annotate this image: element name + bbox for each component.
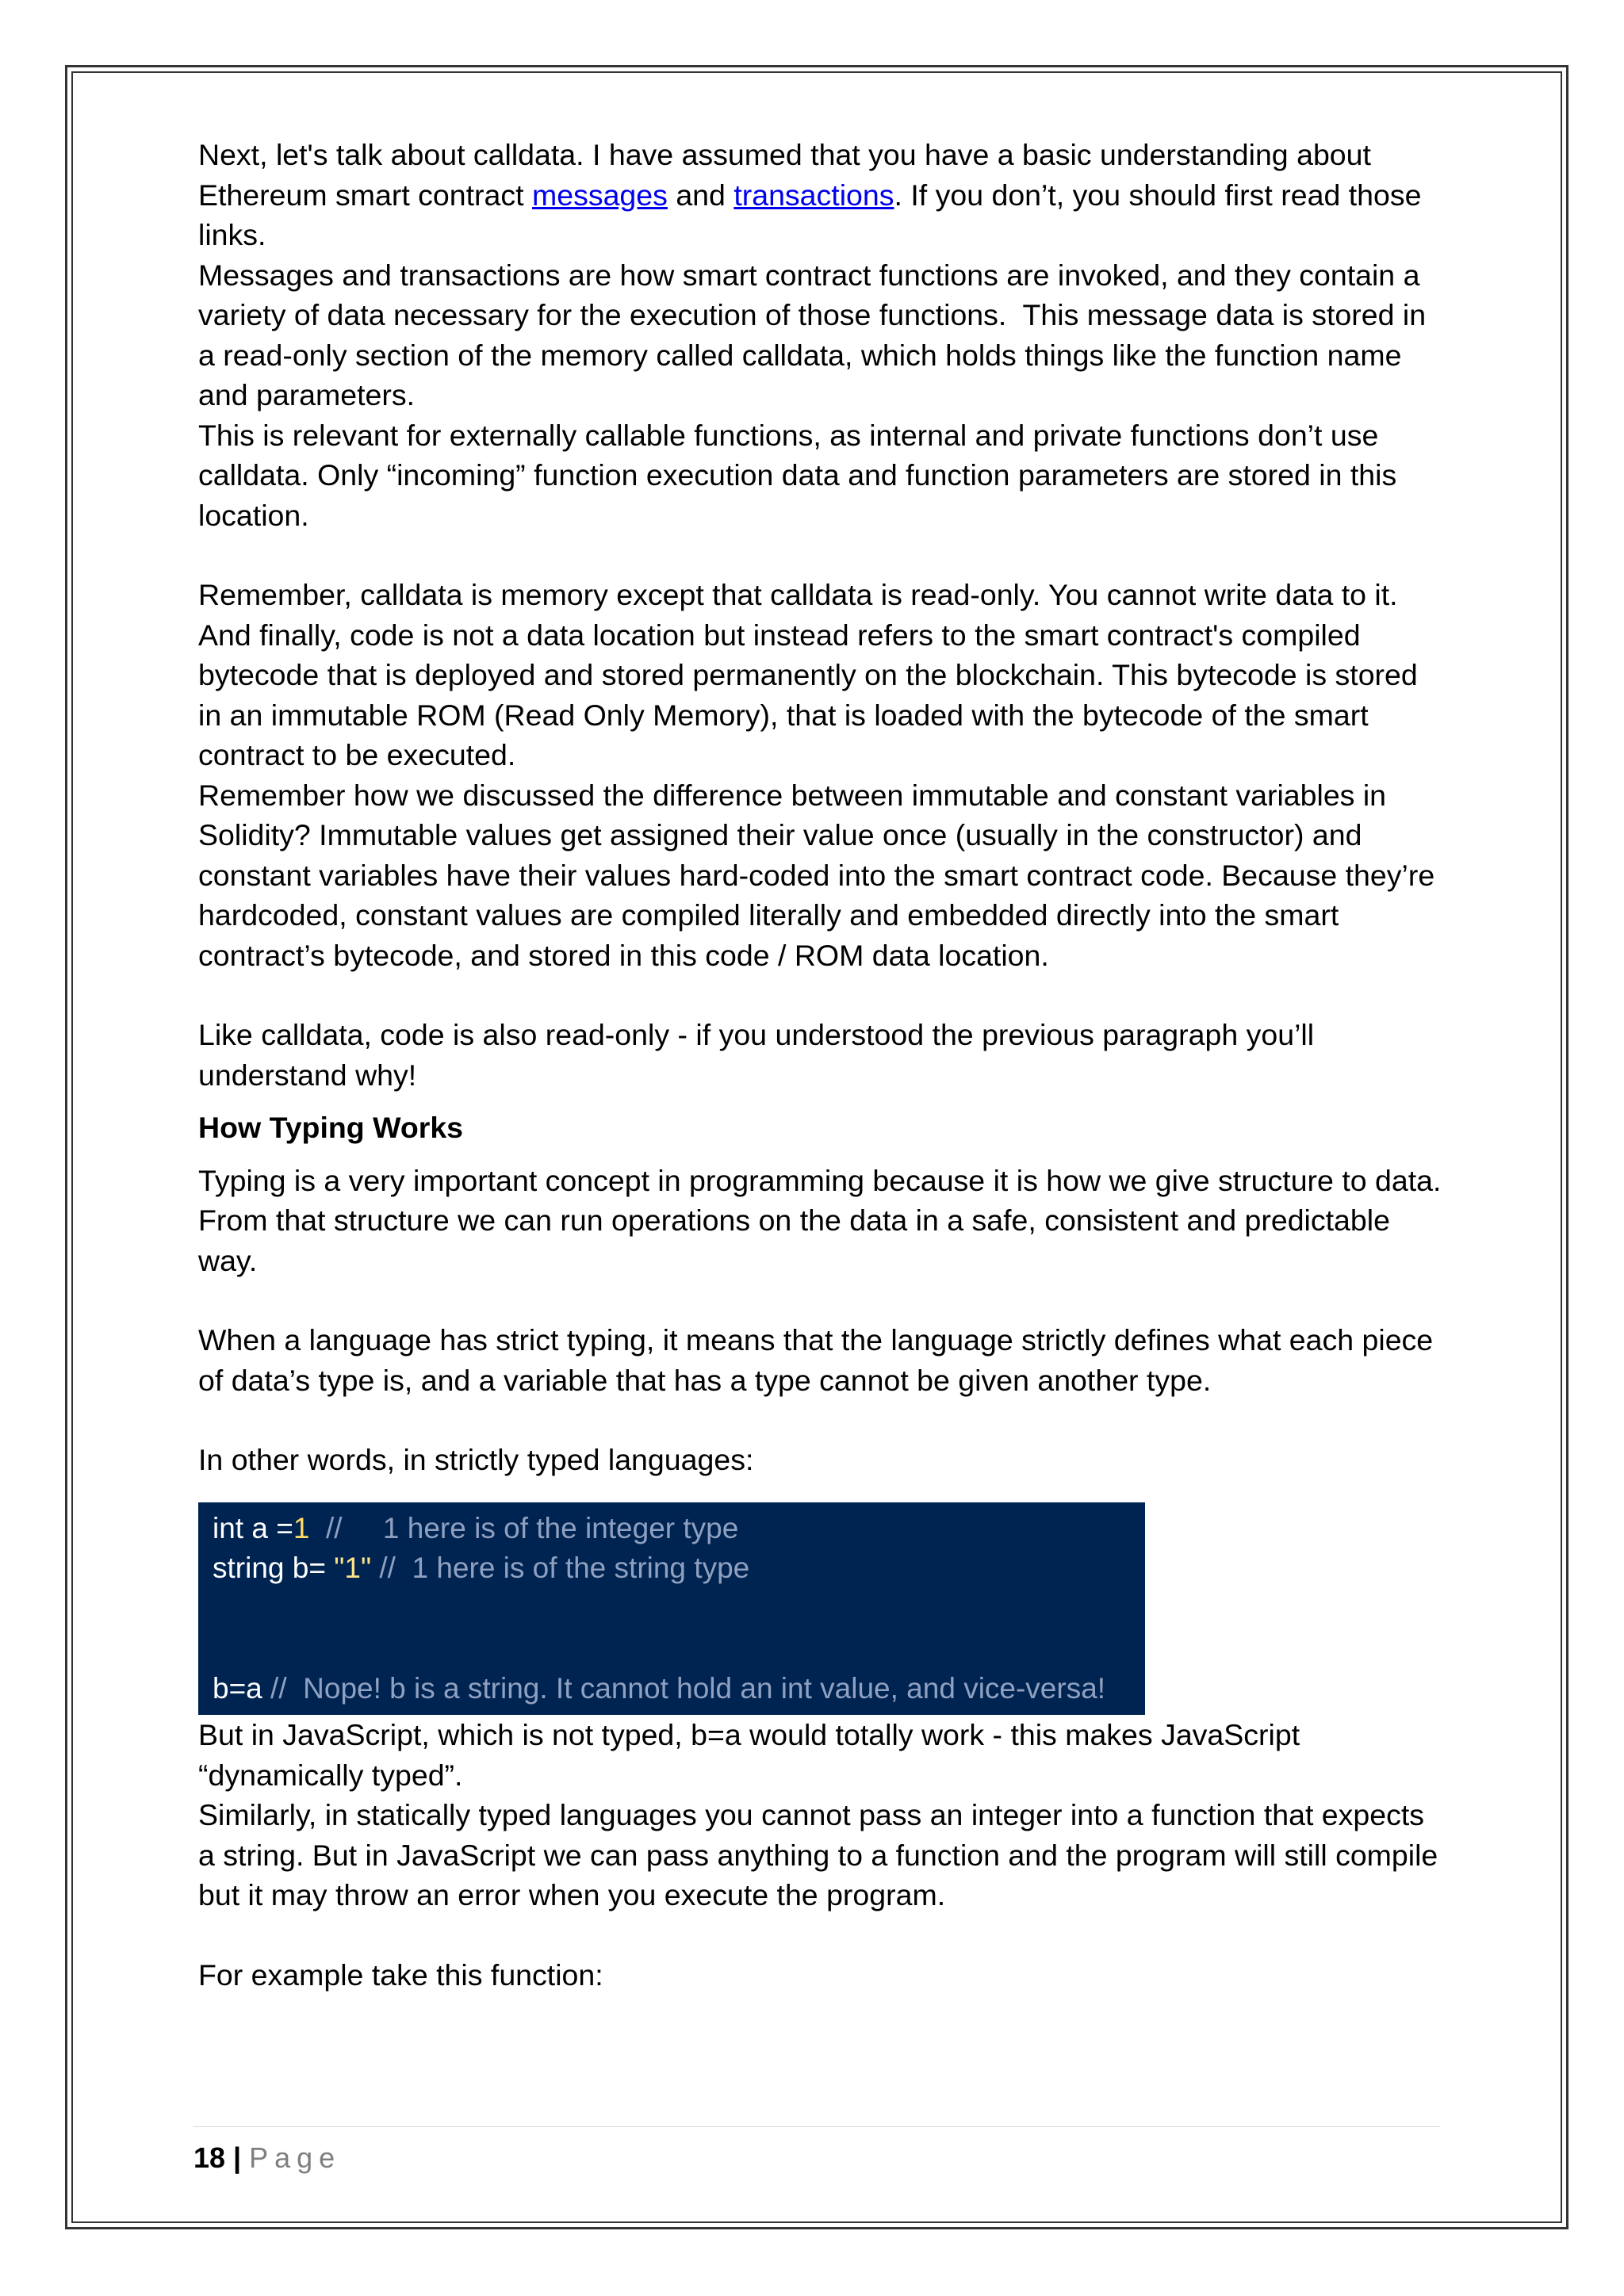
code-line-2: [213, 1548, 1131, 1589]
paragraph-calldata-intro: [198, 135, 1443, 255]
code-string: "1": [334, 1552, 372, 1584]
paragraph-external-functions: This is relevant for externally callable functions, as internal and private functions don’t use calldata. Only “incoming” function execution data and function parameters are stored in this location.: [198, 418, 1405, 532]
paragraph-javascript: But in JavaScript, which is not typed, b=a would totally work - this makes JavaScript “dynamically typed”.: [198, 1718, 1308, 1792]
code-block: [198, 1502, 1145, 1716]
paragraph-in-other-words: In other words, in strictly typed languages:: [198, 1443, 754, 1476]
paragraph-example: For example take this function:: [198, 1957, 603, 1992]
page-number: 18: [193, 2141, 226, 2174]
code-comment: // 1 here is of the string type: [371, 1552, 750, 1584]
paragraph-statically-typed: Similarly, in statically typed languages you cannot pass an integer into a function that expects a string. But in JavaScript we can pass anything to a function and the program will still compile but it may throw an error when you execute the program.: [198, 1798, 1446, 1911]
spacer: [198, 1280, 1443, 1320]
text-span: . If you don’t, you should first read those links.: [198, 178, 1430, 251]
spacer: [198, 1915, 1443, 1955]
code-line-1: [213, 1509, 1131, 1549]
paragraph-code-location: And finally, code is not a data location but instead refers to the smart contract's compiled bytecode that is deployed and stored permanently on the blockchain. This bytecode is stored in an immutable ROM (Read Only Memory), that is loaded with the bytecode of the smart contract to be executed.: [198, 618, 1427, 771]
paragraph-typing-intro: Typing is a very important concept in programming because it is how we give structure to data. From that structure we can run operations on the data in a safe, consistent and predictable way.: [198, 1163, 1450, 1277]
messages-link[interactable]: messages: [531, 178, 668, 212]
spacer: [198, 1400, 1443, 1440]
paragraph-calldata-readonly: Remember, calldata is memory except that calldata is read-only. You cannot write data to it.: [198, 578, 1398, 611]
code-text: int a =: [213, 1511, 293, 1544]
text-span: and: [667, 178, 734, 212]
page-content: [198, 135, 1450, 1995]
code-comment: // 1 here is of the integer type: [309, 1511, 739, 1544]
paragraph-strict-typing: When a language has strict typing, it means that the language strictly defines what each piece of data’s type is, and a variable that has a type cannot be given another type.: [198, 1323, 1442, 1397]
code-line-3: [213, 1669, 1131, 1709]
page-footer: [193, 2126, 1440, 2175]
code-number: 1: [293, 1511, 310, 1544]
paragraph-immutable-constant: Remember how we discussed the difference between immutable and constant variables in Solidity? Immutable values get assigned their value once (usually in the constructor) and constant variables have their values hard-coded into the smart contract code. Because they’re hardcoded, constant values are compiled literally and embedded directly into the smart contract’s bytecode, and stored in this code / ROM data location.: [198, 778, 1443, 972]
paragraph-code-readonly: Like calldata, code is also read-only - if you understood the previous paragraph you’ll understand why!: [198, 1018, 1323, 1092]
spacer: [198, 1148, 1443, 1161]
spacer: [198, 975, 1443, 1015]
code-comment: // Nope! b is a string. It cannot hold an int value, and vice-versa!: [262, 1671, 1106, 1705]
code-text: b=a: [213, 1671, 262, 1705]
footer-separator: |: [225, 2141, 250, 2174]
code-blank-lines: [213, 1589, 1131, 1669]
transactions-link[interactable]: transactions: [733, 178, 894, 212]
page-label: Page: [249, 2141, 342, 2174]
section-heading: How Typing Works: [198, 1111, 464, 1144]
text-span: Next, let's talk about calldata. I have assumed that you have a basic understanding about Ethereum smart contract: [198, 138, 1380, 212]
spacer: [198, 535, 1443, 575]
spacer: [198, 1095, 1443, 1108]
code-text: string b=: [213, 1552, 335, 1584]
paragraph-messages: Messages and transactions are how smart contract functions are invoked, and they contain a variety of data necessary for the execution of those functions. This message data is stored in a read-only section of the memory called calldata, which holds things like the function name and parameters.: [198, 258, 1434, 411]
